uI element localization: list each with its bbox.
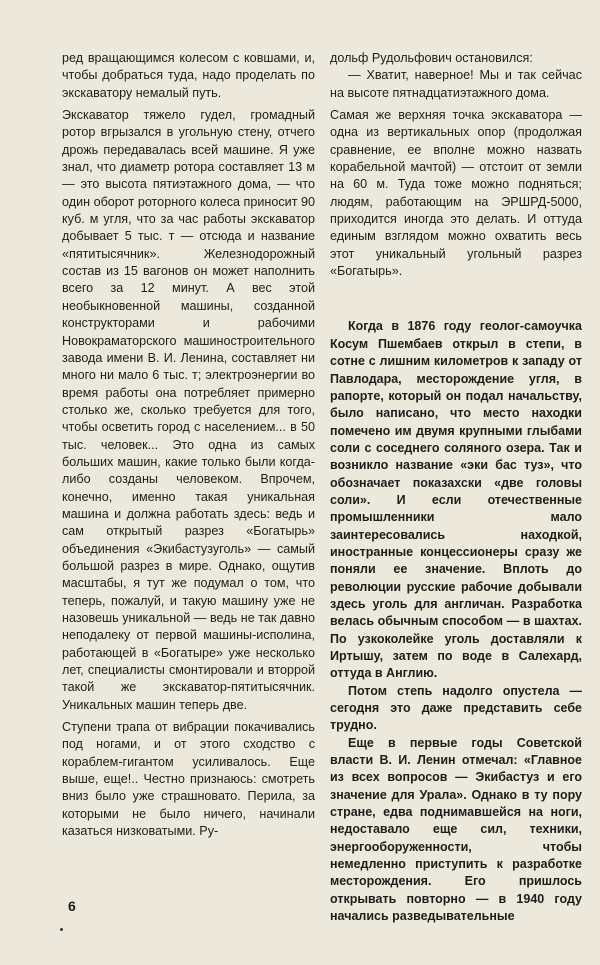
left-column	[62, 50, 315, 840]
right-paragraph-3: Самая же верхняя точка экскаватора — одна из вертикальных опор (продолжая сравнение, ее вполне можно назвать корабельной мачтой) — отстоит от земли на 60 м. Туда тоже можно подняться; людям, работающим на ЭРШРД-5000, приходится иногда это делать. И оттуда единым взглядом можно охватить весь этот уникальный угольный разрез «Богатырь».	[330, 108, 582, 279]
print-speck	[60, 928, 63, 931]
history-inset	[330, 318, 582, 925]
left-paragraph-2: Экскаватор тяжело гудел, громадный ротор вгрызался в угольную стену, отчего дрожь передавалась всей машине. Я уже знал, что диаметр ротора составляет 13 м — это высота пятиэтажного дома, — что один оборот роторного колеса приносит 90 куб. м угля, что за час работы экскаватор добывает 5 тыс. т — отсюда и название «пятитысячник». Железнодорожный состав из 15 вагонов он может наполнить всего за 12 минут. А вес этой необыкновенной машины, созданной конструкторами и рабочими Новокраматорского машиностроительного завода имени В. И. Ленина, составляет ни много ни мало 6 тыс. т; электроэнергии во время работы она потребляет примерно столько же, сколько требуется для того, чтобы осветить город с населением... в 50 тыс. человек... Это одна из самых больших машин, какие только были когда-либо созданы человеком. Впрочем, конечно, именно такая уникальная машина и должна работать здесь: ведь и сам открытый разрез «Богатырь» объединения «Экибастузуголь» — самый большой разрез в мире. Однако, ощутив масштабы, я тут же подумал о том, что теперь, пожалуй, и такую машину уже не назовешь уникальной — ведь не так давно неподалеку от первой машины-исполина, работающей в «Богатыре» уже несколько лет, специалисты смонтировали и вторрой такой же экскаватор-пятитысячник. Уникальных машин теперь две.	[62, 108, 315, 712]
right-column	[330, 50, 582, 926]
right-paragraph-1: дольф Рудольфович остановился:	[330, 51, 533, 65]
left-paragraph-3: Ступени трапа от вибрации покачивались под ногами, и от этого сходство с кораблем-гигантом усиливалось. Еще выше, еще!.. Честно признаюсь: смотреть вниз было уже страшновато. Перила, за которыми не было ничего, начинали казаться низковатыми. Ру-	[62, 720, 315, 839]
inset-paragraph-1: Когда в 1876 году геолог-самоучка Косум Пшембаев открыл в степи, в сотне с лишним километров к западу от Павлодара, месторождение угля, в рапорте, который он подал начальству, было написано, что место находки помечено им двумя крупными глыбами соли с соседнего соляного озера. Так и возникло название «эки бас туз», что обозначает показахски «две головы соли». И если отечественные промышленники мало заинтересовались находкой, иностранные концессионеры сразу же поняли ее значение. Вплоть до революции русские рабочие добывали здесь уголь для англичан. Разработка велась обычным способом — в шахтах. По узкоколейке уголь доставляли к Иртышу, затем по воде в Салехард, оттуда в Англию.	[330, 319, 582, 681]
inset-paragraph-3: Еще в первые годы Советской власти В. И. Ленин отмечал: «Главное из всех вопросов — Экибастуз и его значение для Урала». Однако в ту пору стране, едва поднимавшейся на ноги, недоставало еще сил, техники, энергооборуженности, чтобы немедленно приступить к разработке месторождения. Его пришлось открывать повторно — в 1940 году начались разведывательные	[330, 735, 582, 924]
right-paragraph-2: — Хватит, наверное! Мы и так сейчас на высоте пятнадцатиэтажного дома.	[330, 68, 582, 100]
left-paragraph-1: ред вращающимся колесом с ковшами, и, чтобы добраться туда, надо проделать по экскаватору немалый путь.	[62, 51, 315, 100]
page-number: 6	[68, 898, 76, 914]
inset-paragraph-2: Потом степь надолго опустела — сегодня это даже представить себе трудно.	[330, 683, 582, 733]
